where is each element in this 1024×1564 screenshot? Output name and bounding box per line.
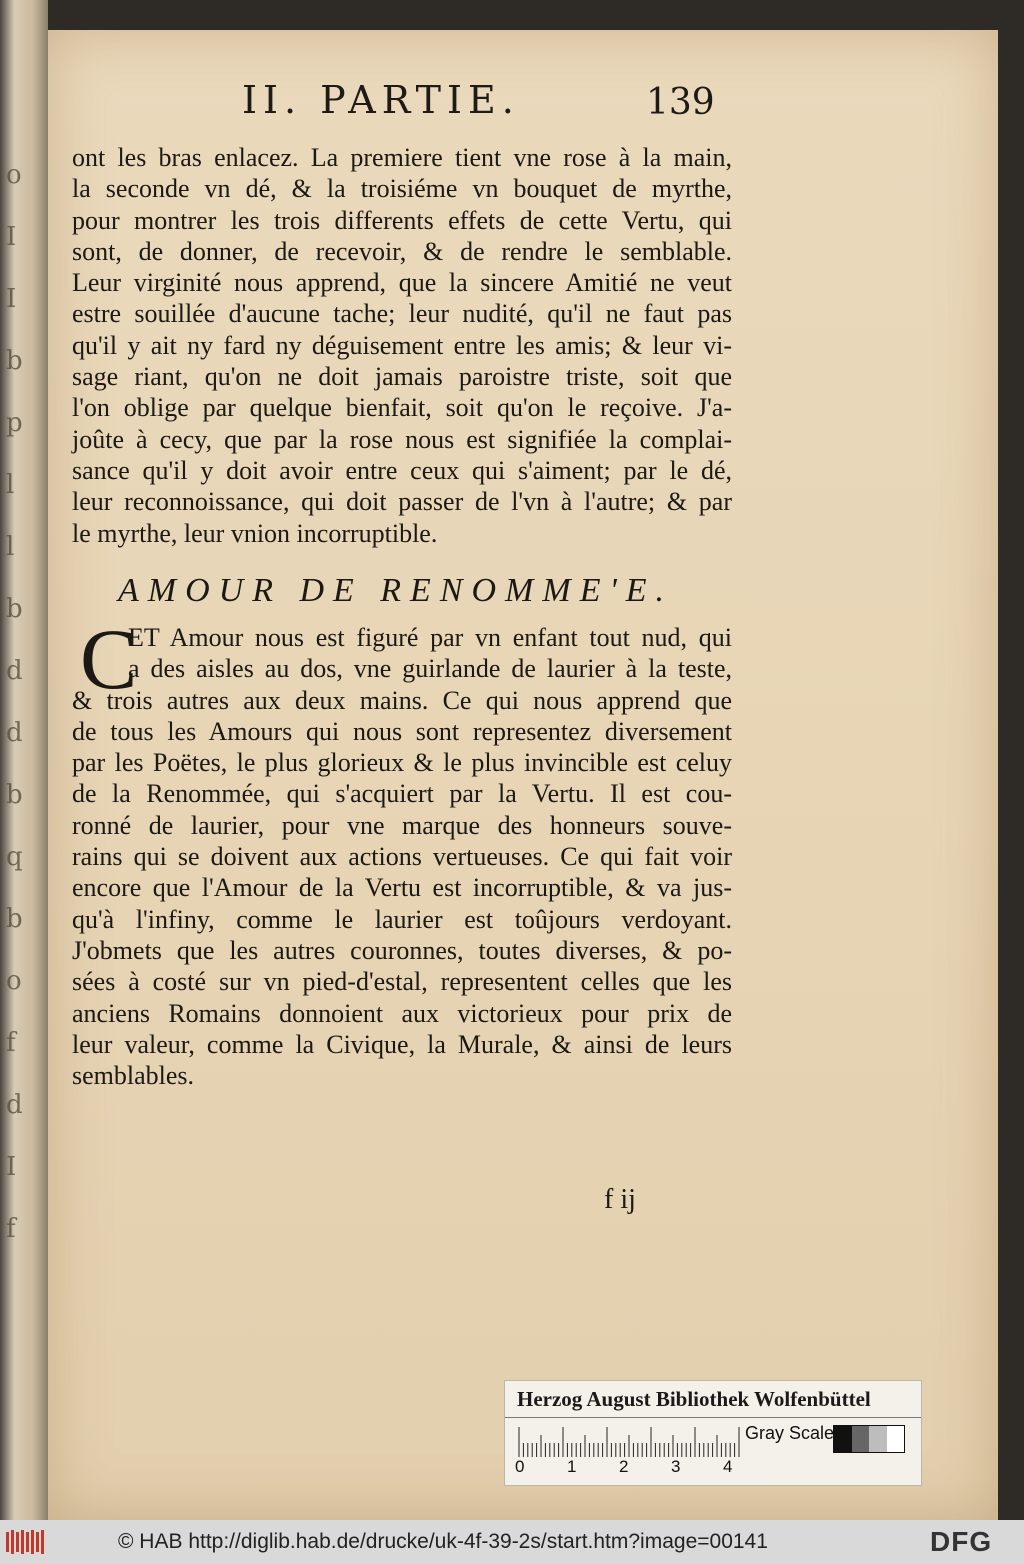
left-page-fragment: f [6, 1028, 16, 1058]
gray-swatch-cell [869, 1426, 887, 1452]
paragraph-2-line: de la Renommée, qui s'acquiert par la Vertu. Il est cou- [72, 779, 732, 809]
left-page-fragment: o [6, 966, 22, 996]
left-page-fragment: b [6, 780, 23, 810]
left-page-fragment: I [6, 222, 17, 252]
ruler-number: 3 [671, 1457, 681, 1476]
running-head: II. PARTIE. [242, 78, 520, 122]
left-page-fragment: q [6, 842, 23, 872]
paragraph-2-line: ET Amour nous est figuré par vn enfant tout nud, qui [128, 623, 732, 652]
label-divider [505, 1417, 921, 1418]
footer-bar [0, 1520, 1024, 1564]
dfg-logo: DFG [930, 1526, 993, 1557]
left-page-fragment: d [6, 718, 23, 748]
paragraph-1-line: la seconde vn dé, & la troisiéme vn bouquet de myrthe, [72, 174, 732, 204]
paragraph-1-line: leur reconnoissance, qui doit passer de l'vn à l'autre; & par [72, 487, 732, 517]
ruler-number: 2 [619, 1457, 629, 1476]
gray-swatch-cell [887, 1426, 905, 1452]
paragraph-2-line: par les Poëtes, le plus glorieux & le plus invincible est celuy [72, 748, 732, 778]
left-page-fragment: I [6, 1152, 17, 1182]
signature-mark: f ij [604, 1184, 636, 1215]
paragraph-1-line: qu'il y ait ny fard ny déguisement entre les amis; & leur vi- [72, 330, 732, 360]
paragraph-2-line: leur valeur, comme la Civique, la Murale, & ainsi de leurs [72, 1029, 732, 1059]
section-title: AMOUR DE RENOMME'E. [118, 572, 674, 609]
left-page-fragment: l [6, 532, 15, 562]
paragraph-2-line: de tous les Amours qui nous sont representez diversement [72, 716, 732, 746]
left-page-fragment: b [6, 346, 23, 376]
footer-copyright-url: © HAB http://diglib.hab.de/drucke/uk-4f-39-2s/start.htm?image=00141 [118, 1530, 768, 1553]
left-page-fragment: d [6, 656, 23, 686]
paragraph-2-line: encore que l'Amour de la Vertu est incorruptible, & va jus- [72, 873, 732, 903]
paragraph-1-line: pour montrer les trois differents effets de cette Vertu, qui [72, 205, 732, 235]
paragraph-2-line: a des aisles au dos, vne guirlande de laurier à la teste, [128, 654, 732, 684]
paragraph-1-line: le myrthe, leur vnion incorruptible. [72, 518, 438, 548]
left-page-fragment: f [6, 1214, 16, 1244]
left-page-fragment: I [6, 284, 17, 314]
left-page-edge [0, 0, 48, 1520]
paragraph-1-line: ont les bras enlacez. La premiere tient vne rose à la main, [72, 143, 732, 172]
gray-swatch-cell [852, 1426, 870, 1452]
library-scale-label [504, 1380, 922, 1486]
paragraph-2-line: & trois autres aux deux mains. Ce qui nous apprend que [72, 685, 732, 715]
paragraph-2-line: anciens Romains donnoient aux victorieux pour prix de [72, 998, 732, 1028]
left-page-fragment: o [6, 160, 22, 190]
gray-swatch-cell [834, 1426, 852, 1452]
ruler-number: 4 [723, 1457, 733, 1476]
paragraph-2 [72, 611, 732, 1091]
paragraph-2-line: ronné de laurier, pour vne marque des honneurs souve- [72, 810, 732, 840]
ruler-number: 1 [567, 1457, 577, 1476]
ruler-number: 0 [515, 1457, 525, 1476]
paragraph-2-line: J'obmets que les autres couronnes, toutes diverses, & po- [72, 935, 732, 965]
left-page-fragment: p [6, 408, 23, 438]
paragraph-1-line: sage riant, qu'on ne doit jamais paroistre triste, soit que [72, 362, 732, 392]
gray-scale-label: Gray Scale [745, 1423, 835, 1443]
page-shadow-edge [998, 40, 1024, 1520]
hab-logo-icon [6, 1528, 48, 1556]
ruler-icon [517, 1425, 741, 1457]
left-page-fragment: b [6, 594, 23, 624]
paragraph-1-line: estre souillée d'aucune tache; leur nudité, qu'il ne faut pas [72, 299, 732, 329]
library-name: Herzog August Bibliothek Wolfenbüttel [517, 1387, 871, 1411]
page-number: 139 [646, 82, 715, 123]
left-page-fragment: d [6, 1090, 23, 1120]
paragraph-2-line: semblables. [72, 1061, 195, 1091]
paragraph-1-line: sance qu'il y doit avoir entre ceux qui s'aiment; par le dé, [72, 455, 732, 485]
left-page-fragment: l [6, 470, 15, 500]
paragraph-2-line: qu'à l'infiny, comme le laurier est toûjours verdoyant. [72, 904, 732, 934]
paragraph-1-line: sont, de donner, de recevoir, & de rendre le semblable. [72, 236, 732, 266]
paragraph-2-line: rains qui se doivent aux actions vertueuses. Ce qui fait voir [72, 842, 732, 872]
paragraph-2-line: sées à costé sur vn pied-d'estal, representent celles que les [72, 967, 732, 997]
paragraph-1-line: l'on oblige par quelque bienfait, soit qu'on le reçoive. J'a- [72, 393, 732, 423]
paragraph-1 [72, 142, 732, 549]
paragraph-1-line: Leur virginité nous apprend, que la sincere Amitié ne veut [72, 268, 732, 298]
page-header [0, 78, 1024, 138]
dropcap-initial: C [80, 611, 138, 707]
gray-scale-swatch [833, 1425, 905, 1453]
paragraph-1-line: joûte à cecy, que par la rose nous est signifiée la complai- [72, 424, 732, 454]
left-page-fragment: b [6, 904, 23, 934]
